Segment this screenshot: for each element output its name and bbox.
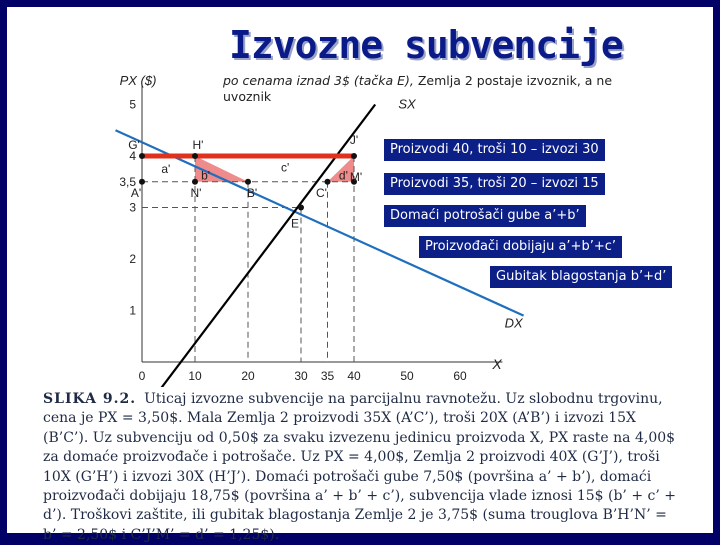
callout-welfare-loss: Gubitak blagostanja b’+d’ bbox=[490, 266, 672, 288]
point-e-marker bbox=[298, 205, 304, 211]
point-m-label: M' bbox=[349, 169, 363, 184]
y-tick-label: 2 bbox=[129, 252, 136, 266]
point-g-label: G' bbox=[128, 138, 140, 152]
point-h-label: H' bbox=[192, 138, 204, 152]
x-tick-label: 35 bbox=[320, 369, 335, 383]
callout-production-35: Proizvodi 35, troši 20 – izvozi 15 bbox=[384, 173, 605, 195]
subtitle-italic: po cenama iznad 3$ (tačka E), bbox=[223, 73, 414, 88]
subtitle-rest: Zemlja 2 postaje izvoznik, a ne uvoznik bbox=[223, 73, 613, 104]
point-c-label: C' bbox=[316, 185, 327, 200]
point-j-marker bbox=[351, 153, 357, 159]
y-tick-label: 3,5 bbox=[119, 174, 136, 189]
y-tick-label: 1 bbox=[129, 303, 136, 318]
point-n-marker bbox=[192, 179, 198, 185]
callout-consumers-lose: Domaći potrošači gube a’+b’ bbox=[384, 205, 586, 227]
point-c-marker bbox=[325, 179, 331, 185]
y-tick-label: 5 bbox=[129, 97, 136, 112]
y-tick-label: 4 bbox=[129, 149, 136, 163]
point-a-label: A' bbox=[130, 185, 142, 200]
slide-title: Izvozne subvencije bbox=[229, 23, 623, 67]
slide-subtitle bbox=[223, 73, 653, 105]
area-label: d' bbox=[338, 168, 348, 183]
x-tick-label: 60 bbox=[453, 369, 467, 383]
x-tick-label: 30 bbox=[294, 369, 308, 383]
point-a-marker bbox=[139, 179, 145, 185]
supply-curve bbox=[142, 105, 375, 388]
x-tick-label: 50 bbox=[400, 369, 414, 383]
slide bbox=[7, 7, 713, 543]
point-g-marker bbox=[139, 153, 145, 159]
figure-caption bbox=[43, 390, 683, 545]
x-tick-label: 40 bbox=[347, 369, 361, 383]
point-h-marker bbox=[192, 153, 198, 159]
callout-producers-gain: Proizvođači dobijaju a’+b’+c’ bbox=[419, 236, 622, 258]
x-tick-label: 0 bbox=[138, 369, 146, 383]
x-tick-label: 20 bbox=[241, 369, 255, 383]
figure-label: SLIKA 9.2. bbox=[43, 391, 137, 407]
point-n-label: N' bbox=[190, 185, 202, 200]
y-tick-label: 3 bbox=[129, 200, 136, 215]
point-j-label: J' bbox=[349, 133, 359, 147]
x-tick-label: 10 bbox=[188, 369, 202, 383]
x-axis-label: X bbox=[492, 356, 502, 372]
area-label: a' bbox=[161, 161, 171, 176]
y-axis-label: PX ($) bbox=[119, 73, 157, 89]
demand-curve-label: DX bbox=[504, 315, 523, 331]
callout-production-40: Proizvodi 40, troši 10 – izvozi 30 bbox=[384, 139, 605, 161]
point-b-label: B' bbox=[246, 185, 258, 200]
area-label: c' bbox=[280, 160, 290, 175]
point-e-label: E bbox=[290, 216, 300, 231]
area-label: b' bbox=[201, 168, 211, 183]
figure-caption-text: Uticaj izvozne subvencije na parcijalnu ravnotežu. Uz slobodnu trgovinu, cena je PX = 3,50$. Mala Zemlja 2 proizvodi 35X (A’C’), troši 20X (A’B’) i izvozi 15X (B’C’). Uz subvenciju od 0,50$ za svaku izvezenu jedinicu proizvoda X, PX raste na 4,00$ za domaće proizvođače i potrošače. Uz PX = 4,00$, Zemlja 2 proizvodi 40X (G’J’), troši 10X (G’H’) i izvozi 30X (H’J’). Domaći potrošači gube 7,50$ (površina a’ + b’), domaći proizvođači dobijaju 18,75$ (površina a’ + b’ + c’), subvencija vlade iznosi 15$ (b’ + c’ + d’). Troškovi zaštite, ili gubitak blagostanja Zemlje 2 je 3,75$ (suma trouglova B’H’N’ = b’ = 2,50$ i C’J’M’ = d’ = 1,25$). bbox=[43, 391, 676, 543]
supply-curve-label: SX bbox=[398, 96, 416, 112]
point-b-marker bbox=[245, 179, 251, 185]
